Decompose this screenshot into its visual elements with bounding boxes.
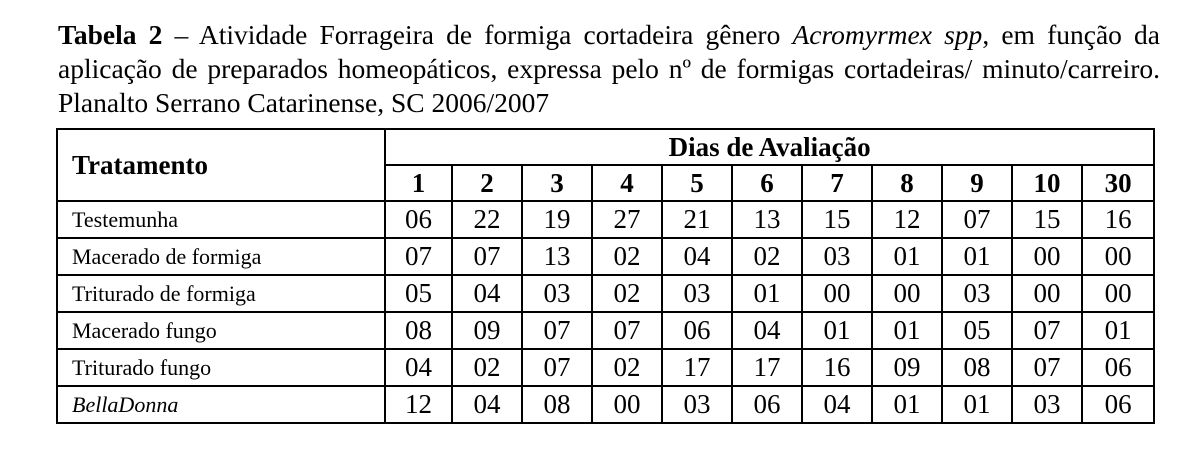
table-cell: 13 (522, 238, 592, 275)
table-cell: 13 (732, 201, 802, 238)
table-cell: 02 (732, 238, 802, 275)
day-header: 7 (802, 165, 872, 201)
table-cell: 12 (872, 201, 942, 238)
table-cell: 04 (452, 386, 522, 423)
caption-text-2: , em função da aplicação de preparados homeopáticos, expressa pelo nº de formigas cortadeiras/ minuto/carreiro. Planalto Serrano Catarinense, SC 2006/2007 (58, 19, 1160, 118)
table-row (57, 312, 1154, 349)
day-header: 9 (942, 165, 1012, 201)
table-cell: 07 (522, 349, 592, 386)
table-cell: 01 (732, 275, 802, 312)
table-cell: 05 (942, 312, 1012, 349)
table-cell: 09 (872, 349, 942, 386)
caption-genus: Acromyrmex spp (792, 19, 983, 50)
day-header: 8 (872, 165, 942, 201)
table-cell: 05 (385, 275, 452, 312)
table-caption (58, 18, 1160, 120)
table-cell: 07 (452, 238, 522, 275)
treatment-label: Testemunha (57, 201, 385, 238)
day-header: 2 (452, 165, 522, 201)
day-header: 6 (732, 165, 802, 201)
treatment-label: Macerado de formiga (57, 238, 385, 275)
table-cell: 07 (385, 238, 452, 275)
table-cell: 08 (942, 349, 1012, 386)
table-cell: 03 (522, 275, 592, 312)
header-row-top (57, 129, 1154, 165)
table-cell: 00 (872, 275, 942, 312)
table-row (57, 275, 1154, 312)
table-cell: 00 (1012, 275, 1082, 312)
table-cell: 17 (732, 349, 802, 386)
table-cell: 27 (592, 201, 662, 238)
table-cell: 19 (522, 201, 592, 238)
table-cell: 06 (1082, 386, 1154, 423)
table-cell: 03 (662, 386, 732, 423)
table-cell: 07 (942, 201, 1012, 238)
table-cell: 04 (732, 312, 802, 349)
table-cell: 08 (522, 386, 592, 423)
table-cell: 02 (452, 349, 522, 386)
table-cell: 03 (802, 238, 872, 275)
table-cell: 06 (1082, 349, 1154, 386)
table-cell: 01 (872, 386, 942, 423)
data-table (56, 128, 1155, 424)
table-cell: 07 (592, 312, 662, 349)
table-cell: 01 (872, 238, 942, 275)
table-cell: 01 (802, 312, 872, 349)
table-cell: 02 (592, 238, 662, 275)
table-cell: 07 (1012, 312, 1082, 349)
table-cell: 03 (662, 275, 732, 312)
table-cell: 00 (802, 275, 872, 312)
table-cell: 03 (942, 275, 1012, 312)
days-header: Dias de Avaliação (385, 129, 1154, 165)
table-row (57, 238, 1154, 275)
treatment-label: BellaDonna (57, 386, 385, 423)
table-cell: 04 (452, 275, 522, 312)
table-cell: 00 (1082, 275, 1154, 312)
day-header: 4 (592, 165, 662, 201)
table-cell: 21 (662, 201, 732, 238)
table-cell: 04 (662, 238, 732, 275)
table-cell: 02 (592, 349, 662, 386)
day-header: 10 (1012, 165, 1082, 201)
table-cell: 00 (1082, 238, 1154, 275)
day-header: 30 (1082, 165, 1154, 201)
treatment-label: Macerado fungo (57, 312, 385, 349)
table-cell: 03 (1012, 386, 1082, 423)
table-cell: 01 (942, 386, 1012, 423)
table-cell: 07 (522, 312, 592, 349)
treatment-header: Tratamento (57, 129, 385, 201)
table-cell: 00 (592, 386, 662, 423)
treatment-label: Triturado fungo (57, 349, 385, 386)
table-cell: 01 (942, 238, 1012, 275)
day-header: 3 (522, 165, 592, 201)
table-cell: 15 (1012, 201, 1082, 238)
table-cell: 15 (802, 201, 872, 238)
table-cell: 12 (385, 386, 452, 423)
day-header: 5 (662, 165, 732, 201)
table-cell: 17 (662, 349, 732, 386)
table-cell: 04 (385, 349, 452, 386)
table-cell: 01 (872, 312, 942, 349)
table-cell: 09 (452, 312, 522, 349)
table-cell: 06 (732, 386, 802, 423)
table-cell: 07 (1012, 349, 1082, 386)
table-cell: 00 (1012, 238, 1082, 275)
table-cell: 06 (662, 312, 732, 349)
table-row (57, 349, 1154, 386)
caption-label: Tabela 2 (58, 19, 163, 50)
table-cell: 04 (802, 386, 872, 423)
table-cell: 22 (452, 201, 522, 238)
table-cell: 02 (592, 275, 662, 312)
table-body (57, 201, 1154, 423)
treatment-label: Triturado de formiga (57, 275, 385, 312)
table-row (57, 386, 1154, 423)
table-cell: 01 (1082, 312, 1154, 349)
caption-text-1: – Atividade Forrageira de formiga cortadeira gênero (162, 19, 793, 50)
table-cell: 16 (1082, 201, 1154, 238)
table-row (57, 201, 1154, 238)
day-header: 1 (385, 165, 452, 201)
table-cell: 16 (802, 349, 872, 386)
table-cell: 08 (385, 312, 452, 349)
table-cell: 06 (385, 201, 452, 238)
